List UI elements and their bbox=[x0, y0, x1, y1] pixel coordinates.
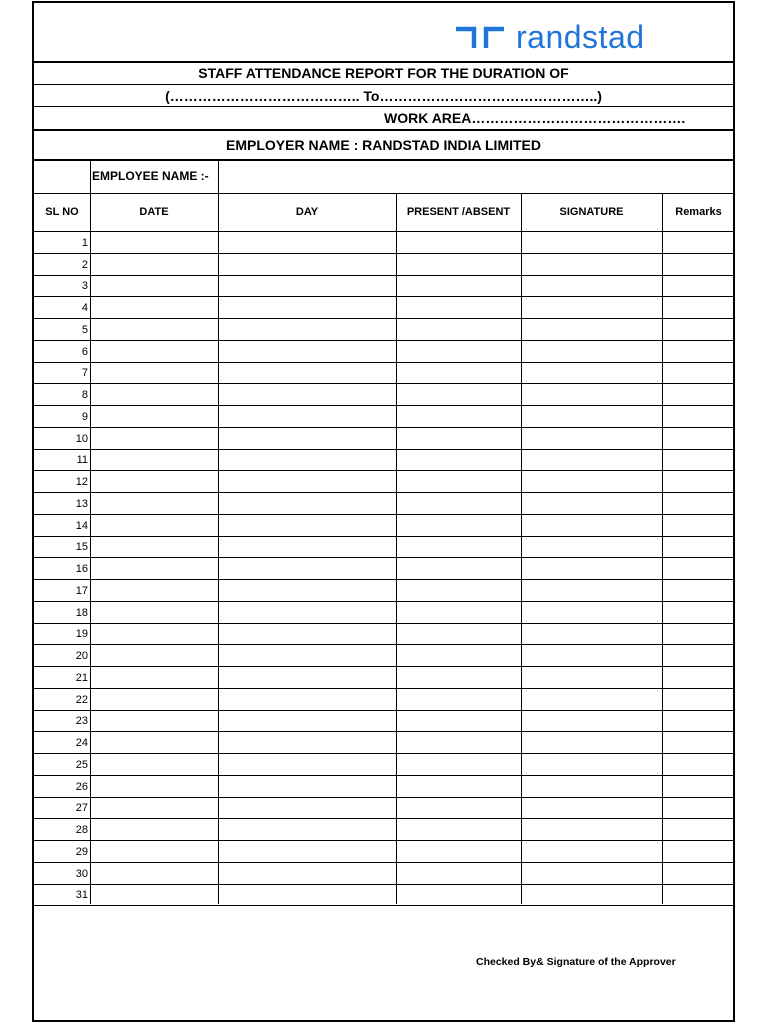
row-number: 24 bbox=[75, 737, 88, 749]
table-row-divider bbox=[34, 362, 733, 363]
table-row-divider bbox=[34, 688, 733, 689]
row-number: 27 bbox=[75, 802, 88, 815]
row-number: 2 bbox=[81, 258, 88, 271]
table-row-divider bbox=[34, 753, 733, 754]
divider bbox=[34, 106, 733, 107]
table-row-divider bbox=[34, 296, 733, 297]
table-row-divider bbox=[34, 905, 733, 906]
row-number: 8 bbox=[81, 389, 88, 401]
table-row-divider bbox=[34, 383, 733, 384]
row-number: 20 bbox=[75, 650, 88, 662]
table-row-divider bbox=[34, 275, 733, 276]
table-row-divider bbox=[34, 579, 733, 580]
employee-name-label: EMPLOYEE NAME :- bbox=[92, 169, 209, 183]
col-header-day: DAY bbox=[295, 206, 319, 218]
table-row-divider bbox=[34, 557, 733, 558]
row-number: 25 bbox=[75, 758, 88, 771]
approver-signature-label: Checked By& Signature of the Approver bbox=[476, 956, 676, 968]
table-row-divider bbox=[34, 666, 733, 667]
table-row-divider bbox=[34, 514, 733, 515]
row-number: 7 bbox=[81, 367, 88, 380]
table-row-divider bbox=[34, 253, 733, 254]
randstad-logo bbox=[454, 17, 645, 57]
table-row-divider bbox=[34, 427, 733, 428]
row-number: 3 bbox=[81, 280, 88, 293]
table-row-divider bbox=[34, 318, 733, 319]
table-row-divider bbox=[34, 449, 733, 450]
table-row-divider bbox=[34, 601, 733, 602]
divider bbox=[34, 159, 733, 161]
table-row-divider bbox=[34, 405, 733, 406]
table-row-divider bbox=[34, 840, 733, 841]
table-row-divider bbox=[34, 470, 733, 471]
row-number: 10 bbox=[75, 432, 88, 445]
divider bbox=[34, 231, 733, 232]
row-number: 18 bbox=[75, 606, 88, 619]
table-row-divider bbox=[34, 818, 733, 819]
col-divider bbox=[90, 159, 91, 904]
table-row-divider bbox=[34, 731, 733, 732]
row-number: 5 bbox=[81, 323, 88, 336]
table-row-divider bbox=[34, 492, 733, 493]
col-header-remarks: Remarks bbox=[675, 206, 722, 218]
row-number: 17 bbox=[75, 584, 88, 597]
row-number: 22 bbox=[75, 693, 88, 706]
row-number: 30 bbox=[75, 867, 88, 880]
table-row-divider bbox=[34, 862, 733, 863]
work-area-line: WORK AREA………………………………………. bbox=[384, 110, 686, 126]
table-row-divider bbox=[34, 775, 733, 776]
randstad-logo-icon bbox=[454, 24, 506, 50]
row-number: 13 bbox=[75, 497, 88, 510]
divider bbox=[34, 61, 733, 63]
row-number: 1 bbox=[81, 236, 88, 249]
row-number: 31 bbox=[75, 889, 88, 902]
row-number: 19 bbox=[75, 628, 88, 641]
attendance-sheet bbox=[32, 1, 735, 1022]
table-row-divider bbox=[34, 884, 733, 885]
row-number: 11 bbox=[76, 454, 88, 467]
row-number: 12 bbox=[75, 476, 88, 488]
row-number: 29 bbox=[75, 845, 88, 858]
col-header-present-absent: PRESENT /ABSENT bbox=[406, 206, 511, 218]
table-row-divider bbox=[34, 623, 733, 624]
row-number: 23 bbox=[75, 715, 88, 728]
col-header-signature: SIGNATURE bbox=[559, 206, 624, 218]
row-number: 28 bbox=[75, 824, 88, 836]
logo-text: randstad bbox=[516, 18, 645, 55]
row-number: 4 bbox=[81, 302, 88, 314]
col-divider bbox=[218, 159, 219, 904]
row-number: 26 bbox=[75, 780, 88, 793]
row-number: 15 bbox=[75, 541, 88, 554]
row-number: 21 bbox=[75, 671, 88, 684]
divider bbox=[34, 84, 733, 85]
row-number: 6 bbox=[81, 345, 88, 358]
report-title: STAFF ATTENDANCE REPORT FOR THE DURATION OF bbox=[198, 65, 569, 81]
row-number: 9 bbox=[81, 410, 88, 423]
row-number: 16 bbox=[75, 563, 88, 575]
col-header-slno: SL NO bbox=[45, 206, 79, 218]
divider bbox=[34, 193, 733, 194]
duration-line: (………………………………….. To………………………………………..) bbox=[165, 88, 602, 104]
table-row-divider bbox=[34, 340, 733, 341]
table-row-divider bbox=[34, 536, 733, 537]
table-row-divider bbox=[34, 797, 733, 798]
table-row-divider bbox=[34, 644, 733, 645]
row-number: 14 bbox=[75, 519, 88, 532]
divider bbox=[34, 129, 733, 131]
col-header-date: DATE bbox=[139, 206, 169, 218]
table-row-divider bbox=[34, 710, 733, 711]
employer-name: EMPLOYER NAME : RANDSTAD INDIA LIMITED bbox=[226, 137, 541, 153]
